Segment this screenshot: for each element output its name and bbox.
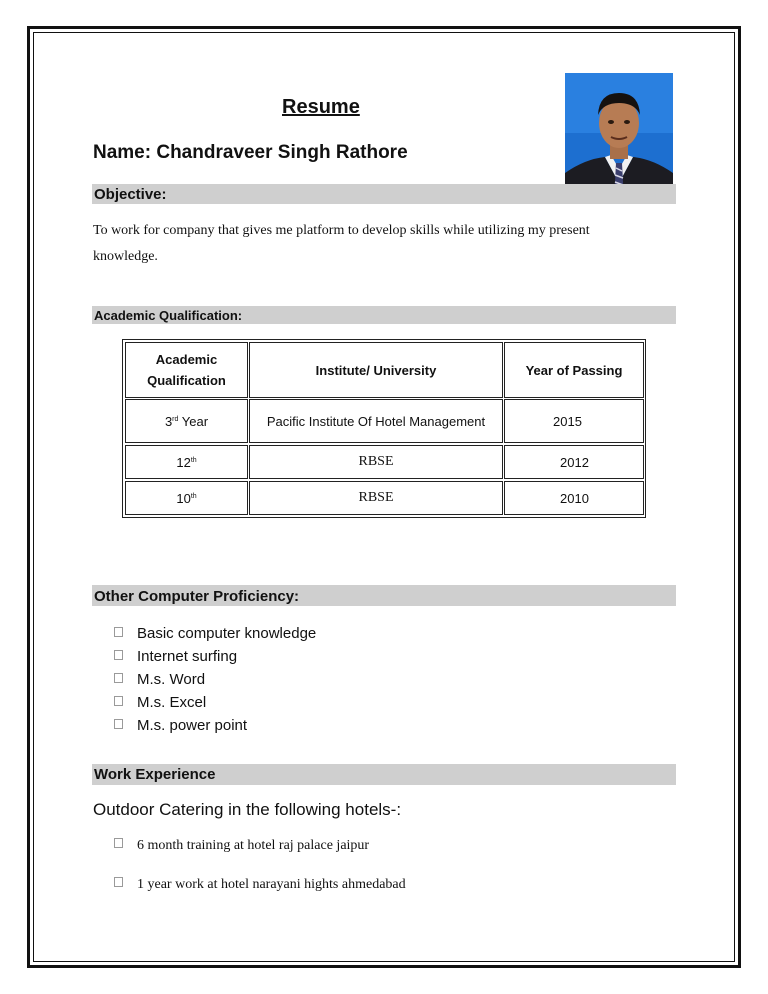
qual-number: 12 <box>176 454 191 470</box>
work-intro: Outdoor Catering in the following hotels-: <box>93 800 402 819</box>
bullet-box-icon <box>114 838 123 848</box>
bullet-box-icon <box>114 719 123 729</box>
bullet-box-icon <box>114 877 123 887</box>
list-item: 1 year work at hotel narayani hights ahmedabad <box>114 877 406 893</box>
table-cell-institute: RBSE <box>249 481 503 515</box>
resume-title: Resume <box>282 96 360 118</box>
table-cell-qualification <box>125 445 248 479</box>
table-cell-year: 2015 <box>504 399 644 443</box>
list-item: M.s. Excel <box>114 694 206 711</box>
bullet-box-icon <box>114 627 123 637</box>
table-cell-institute: RBSE <box>249 445 503 479</box>
bullet-box-icon <box>114 673 123 683</box>
portrait-image <box>565 73 673 201</box>
academic-heading: Academic Qualification: <box>92 306 676 324</box>
qual-superscript: rd <box>172 415 179 423</box>
list-item: Basic computer knowledge <box>114 625 316 642</box>
table-cell-year: 2012 <box>504 445 644 479</box>
header-year: Year of Passing <box>504 342 644 398</box>
table-cell-year: 2010 <box>504 481 644 515</box>
qual-superscript: th <box>190 492 197 500</box>
header-qualification: Academic Qualification <box>125 342 248 398</box>
qual-superscript: th <box>190 456 197 464</box>
table-cell-institute: Pacific Institute Of Hotel Management <box>249 399 503 443</box>
objective-text: To work for company that gives me platform to develop skills while utilizing my present knowledge. <box>93 223 590 264</box>
computer-heading: Other Computer Proficiency: <box>92 585 676 606</box>
profile-photo <box>565 73 673 201</box>
qual-number: 3 <box>164 413 173 429</box>
table-cell-qualification <box>125 481 248 515</box>
list-item: M.s. power point <box>114 717 247 734</box>
bullet-box-icon <box>114 696 123 706</box>
header-institute: Institute/ University <box>249 342 503 398</box>
list-item: Internet surfing <box>114 648 237 665</box>
qual-number: 10 <box>176 490 191 506</box>
work-heading: Work Experience <box>92 764 676 785</box>
candidate-name: Name: Chandraveer Singh Rathore <box>93 142 408 163</box>
academic-table <box>122 339 646 518</box>
bullet-box-icon <box>114 650 123 660</box>
list-item: 6 month training at hotel raj palace jaipur <box>114 838 369 854</box>
list-item: M.s. Word <box>114 671 205 688</box>
table-cell-qualification <box>125 399 248 443</box>
qual-suffix: Year <box>178 413 209 429</box>
objective-heading: Objective: <box>92 184 676 204</box>
